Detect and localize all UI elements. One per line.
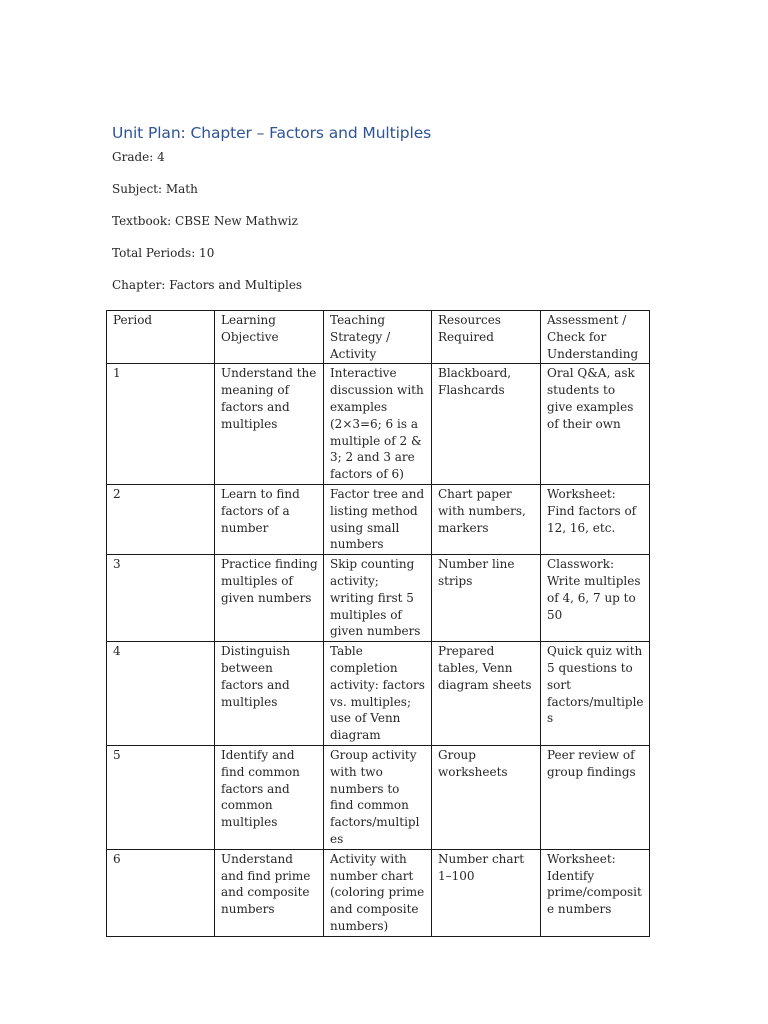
- strategy-cell: Group activity with two numbers to find common factors/multiples: [324, 745, 432, 849]
- period-cell: 3: [107, 555, 215, 642]
- document-title: Unit Plan: Chapter – Factors and Multiples: [112, 124, 432, 142]
- header-learning-objective: Learning Objective: [215, 311, 324, 364]
- period-cell: 4: [107, 642, 215, 746]
- resources-cell: Number line strips: [432, 555, 541, 642]
- table-row: [107, 745, 650, 849]
- assessment-cell: Quick quiz with 5 questions to sort factors/multiples: [541, 642, 650, 746]
- subject-line: Subject: Math: [112, 182, 198, 196]
- table-row: [107, 555, 650, 642]
- period-cell: 1: [107, 364, 215, 485]
- assessment-cell: Classwork: Write multiples of 4, 6, 7 up to 50: [541, 555, 650, 642]
- textbook-line: Textbook: CBSE New Mathwiz: [112, 214, 298, 228]
- header-resources: Resources Required: [432, 311, 541, 364]
- resources-cell: Prepared tables, Venn diagram sheets: [432, 642, 541, 746]
- strategy-cell: Activity with number chart (coloring prime and composite numbers): [324, 849, 432, 936]
- header-teaching-strategy: Teaching Strategy / Activity: [324, 311, 432, 364]
- assessment-cell: Peer review of group findings: [541, 745, 650, 849]
- table-header-row: [107, 311, 650, 364]
- strategy-cell: Skip counting activity; writing first 5 multiples of given numbers: [324, 555, 432, 642]
- period-cell: 2: [107, 484, 215, 554]
- chapter-line: Chapter: Factors and Multiples: [112, 278, 303, 292]
- objective-cell: Understand the meaning of factors and multiples: [215, 364, 324, 485]
- objective-cell: Distinguish between factors and multiples: [215, 642, 324, 746]
- objective-cell: Practice finding multiples of given numbers: [215, 555, 324, 642]
- grade-line: Grade: 4: [112, 150, 165, 164]
- assessment-cell: Worksheet: Identify prime/composite numbers: [541, 849, 650, 936]
- table-row: [107, 849, 650, 936]
- total-periods-line: Total Periods: 10: [112, 246, 215, 260]
- period-cell: 5: [107, 745, 215, 849]
- resources-cell: Group worksheets: [432, 745, 541, 849]
- assessment-cell: Oral Q&A, ask students to give examples of their own: [541, 364, 650, 485]
- period-cell: 6: [107, 849, 215, 936]
- unit-plan-table: [106, 310, 650, 937]
- objective-cell: Learn to find factors of a number: [215, 484, 324, 554]
- table-row: [107, 364, 650, 485]
- header-period: Period: [107, 311, 215, 364]
- table-row: [107, 642, 650, 746]
- strategy-cell: Interactive discussion with examples (2×3=6; 6 is a multiple of 2 & 3; 2 and 3 are factors of 6): [324, 364, 432, 485]
- assessment-cell: Worksheet: Find factors of 12, 16, etc.: [541, 484, 650, 554]
- resources-cell: Chart paper with numbers, markers: [432, 484, 541, 554]
- header-assessment: Assessment / Check for Understanding: [541, 311, 650, 364]
- objective-cell: Understand and find prime and composite numbers: [215, 849, 324, 936]
- resources-cell: Number chart 1–100: [432, 849, 541, 936]
- resources-cell: Blackboard, Flashcards: [432, 364, 541, 485]
- strategy-cell: Factor tree and listing method using small numbers: [324, 484, 432, 554]
- objective-cell: Identify and find common factors and common multiples: [215, 745, 324, 849]
- table-row: [107, 484, 650, 554]
- strategy-cell: Table completion activity: factors vs. multiples; use of Venn diagram: [324, 642, 432, 746]
